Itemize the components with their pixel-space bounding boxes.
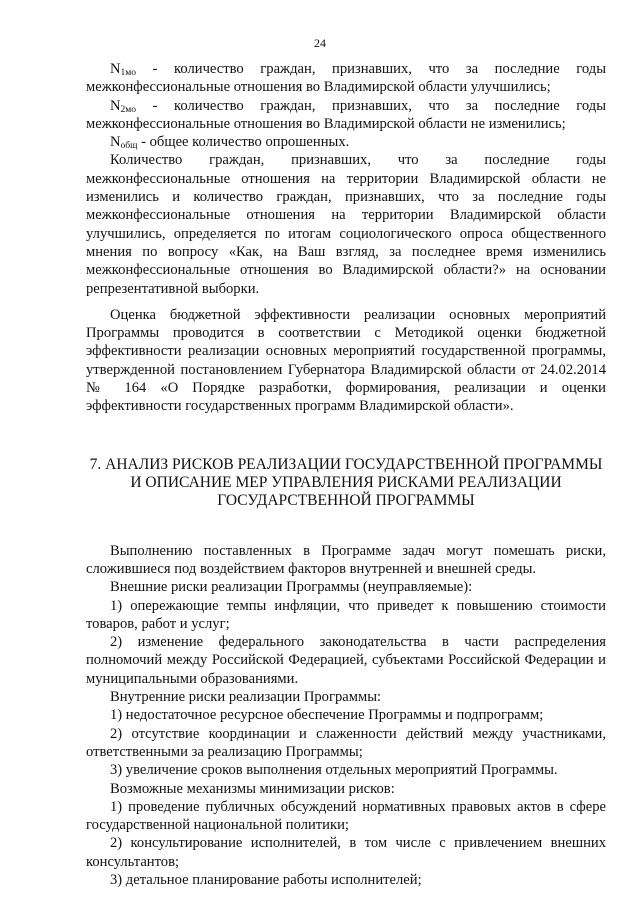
definition-text: - количество граждан, признавших, что за последние годы межконфессиональные отношения во Владимирской области улучшились;	[86, 61, 606, 96]
list-item: 3) увеличение сроков выполнения отдельных мероприятий Программы.	[110, 762, 558, 779]
list-item: 2) консультирование исполнителей, в том числе с привлечением внешних консультантов;	[86, 835, 606, 870]
definition-symbol: N	[110, 61, 121, 77]
list-item: 1) недостаточное ресурсное обеспечение Программы и подпрограмм;	[110, 707, 544, 724]
definition-symbol: N	[110, 97, 121, 114]
external-risks-title: Внешние риски реализации Программы (неуправляемые):	[110, 579, 473, 596]
paragraph-count-method: Количество граждан, признавших, что за последние годы межконфессиональные отношения на территории Владимирской области не изменились и количество граждан, признавших, что за последние годы межконфессиональные отношения на территории Владимирской области улучшились, определяется по итогам социологического опроса общественного мнения по вопросу «Как, на Ваш взгляд, за последнее время изменились межконфессиональные отношения во Владимирской области?» на основании репрезентативной выборки.	[86, 152, 606, 297]
paragraph-intro: Выполнению поставленных в Программе задач могут помешать риски, сложившиеся под воздействием факторов внутренней и внешней среды.	[86, 542, 606, 577]
paragraph-budget-evaluation: Оценка бюджетной эффективности реализации основных мероприятий Программы проводится в соответствии с Методикой оценки бюджетной эффективности реализации основных мероприятий государственной программы, утвержденной постановлением Губернатора Владимирской области от 24.02.2014 № 164 «О Порядке разработки, формирования, реализации и оценки эффективности государственных программ Владимирской области».	[86, 306, 606, 415]
section-heading-line: И ОПИСАНИЕ МЕР УПРАВЛЕНИЯ РИСКАМИ РЕАЛИЗАЦИИ	[130, 473, 562, 491]
list-item: 2) отсутствие координации и слаженности действий между участниками, ответственными за реализацию Программы;	[86, 725, 606, 760]
page-content	[86, 60, 606, 889]
list-item: 1) опережающие темпы инфляции, что приведет к повышению стоимости товаров, работ и услуг;	[86, 597, 606, 632]
definition-n1	[86, 60, 606, 97]
definition-subscript: 1мо	[120, 68, 137, 78]
definition-subscript: общ	[120, 141, 138, 152]
list-item: 3) детальное планирование работы исполнителей;	[110, 871, 422, 888]
section-heading-line: ГОСУДАРСТВЕННОЙ ПРОГРАММЫ	[217, 491, 475, 509]
internal-risks-title: Внутренние риски реализации Программы:	[110, 689, 382, 706]
page-number: 24	[314, 36, 326, 50]
definition-symbol: N	[110, 134, 121, 151]
definition-text: - количество граждан, признавших, что за последние годы межконфессиональные отношения во Владимирской области не изменились;	[86, 97, 606, 132]
mechanisms-title: Возможные механизмы минимизации рисков:	[110, 780, 395, 797]
section-heading-line: 7. АНАЛИЗ РИСКОВ РЕАЛИЗАЦИИ ГОСУДАРСТВЕННОЙ ПРОГРАММЫ	[89, 455, 603, 473]
definition-text: - общее количество опрошенных.	[137, 134, 350, 151]
list-item: 2) изменение федерального законодательства в части распределения полномочий между Российской Федерацией, субъектами Российской Федерации и муниципальными образованиями.	[86, 634, 606, 687]
section-heading	[86, 456, 606, 510]
definition-ntotal	[86, 133, 606, 151]
definition-subscript: 2мо	[120, 104, 137, 115]
list-item: 1) проведение публичных обсуждений нормативных правовых актов в сфере государственной национальной политики;	[86, 798, 606, 834]
definition-n2	[86, 97, 606, 134]
